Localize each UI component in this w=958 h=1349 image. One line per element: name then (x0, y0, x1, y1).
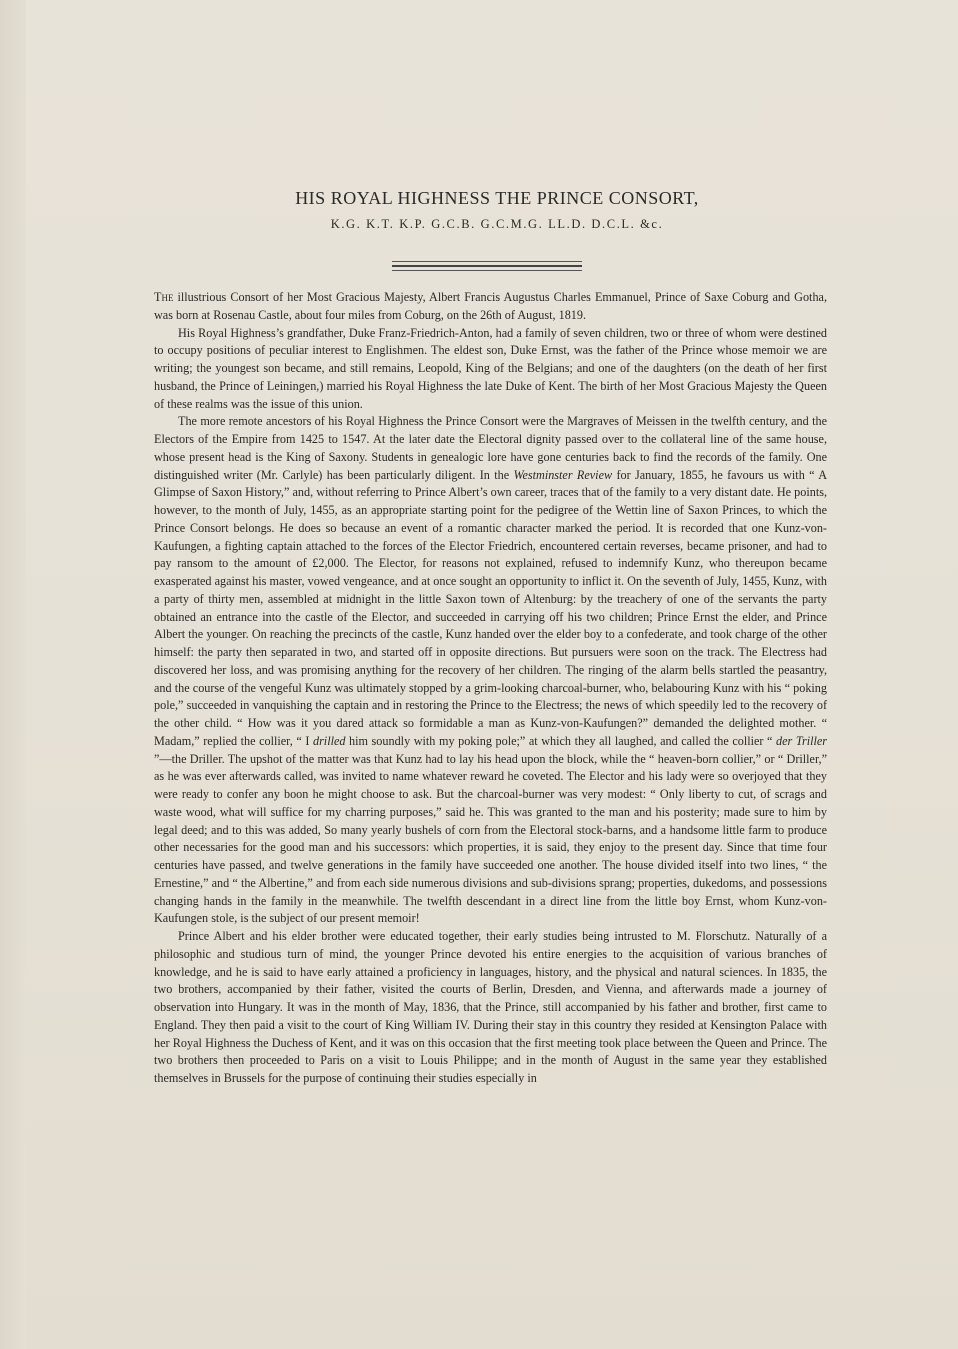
article-body (154, 289, 827, 1088)
drilled-emphasis: drilled (312, 733, 346, 748)
paragraph-3-part-c: him soundly with my poking pole;” at which they all laughed, and called the collier “ (345, 733, 777, 748)
paragraph-1-text: illustrious Consort of her Most Gracious Majesty, Albert Francis Augustus Charles Emmanuel, Prince of Saxe Coburg and Gotha, was born at Rosenau Castle, about four miles from Coburg, on the 26th of August, 1819. (154, 290, 827, 322)
paragraph-3-part-a: The more remote ancestors of his Royal Highness the Prince Consort were the Margraves of Meissen in the twelfth century, and the Electors of the Empire from 1425 to 1547. At the later date the Electoral dignity passed over to the collateral line of the same house, whose present head is the King of Saxony. Students in genealogic lore have gone centuries back to find the records of the family. One distinguished writer (Mr. Carlyle) has been particularly diligent. In the (154, 414, 827, 482)
paragraph-3 (154, 413, 827, 928)
honours-line: K.G. K.T. K.P. G.C.B. G.C.M.G. LL.D. D.C.L. &c. (330, 217, 664, 231)
der-triller-emphasis: der Triller (776, 733, 828, 748)
page-title: HIS ROYAL HIGHNESS THE PRINCE CONSORT, (295, 188, 699, 208)
paragraph-1 (154, 289, 827, 325)
paragraph-1-lead: The (154, 290, 174, 304)
title-block (0, 188, 958, 232)
ornamental-rule-top (392, 261, 582, 262)
paragraph-2: His Royal Highness’s grandfather, Duke Franz-Friedrich-Anton, had a family of seven children, two or three of whom were destined to occupy positions of peculiar interest to Englishmen. The eldest son, Duke Ernst, was the father of the Prince whose memoir we are writing; the youngest son became, and still remains, Leopold, King of the Belgians; and one of the daughters (on the death of her first husband, the Prince of Leiningen,) married his Royal Highness the late Duke of Kent. The birth of her Most Gracious Majesty the Queen of these realms was the issue of this union. (154, 325, 827, 411)
paragraph-3-part-d: ”—the Driller. The upshot of the matter was that Kunz had to lay his head upon the block, while the “ heaven-born collier,” or “ Driller,” as he was ever afterwards called, was invited to name whatever reward he coveted. The Elector and his lady were so overjoyed that they were ready to confer any boon he might choose to ask. But the charcoal-burner was very modest: “ Only liberty to cut, of scrags and waste wood, what will suffice for my charring purposes,” said he. This was granted to the man and his posterity; made sure to him by legal deed; and to this was added, So many yearly bushels of corn from the Electoral stock-barns, and a handsome little farm to produce other necessaries for the good man and his successors: which properties, it is said, they enjoy to the present day. Since that time four centuries have passed, and twelve generations in the family have succeeded one another. The house divided itself into two lines, “ the Ernestine,” and “ the Albertine,” and from each side numerous divisions and sub-divisions sprang; properties, dukedoms, and possessions changing hands in the family in the meanwhile. The twelfth descendant in a direct line from the little boy Ernst, whom Kunz-von-Kaufungen stole, is the subject of our present memoir! (154, 751, 827, 926)
ornamental-rule-bottom (392, 270, 582, 271)
paragraph-3-part-b: for January, 1855, he favours us with “ A Glimpse of Saxon History,” and, without referring to Prince Albert’s own career, traces that of the family to a very distant date. He points, however, to the month of July, 1455, as an appropriate starting point for the pedigree of the Wettin line of Saxon Princes, to which the Prince Consort belongs. He does so because an event of a romantic character marked the period. It is recorded that one Kunz-von-Kaufungen, a fighting captain attached to the forces of the Elector Friedrich, encountered certain reverses, became prisoner, and had to pay ransom to the amount of £2,000. The Elector, for reasons not explained, refused to indemnify Kunz, who thereupon became exasperated against his master, vowed vengeance, and at once sought an opportunity to inflict it. On the seventh of July, 1455, Kunz, with a party of thirty men, assembled at midnight in the little Saxon town of Altenburg: by the treachery of one of the servants the party obtained an entrance into the castle of the Elector, and succeeded in carrying off his two children; Prince Ernst the elder, and Prince Albert the younger. On reaching the precincts of the castle, Kunz handed over the elder boy to a confederate, and took charge of the other himself: the party then separated in two, and started off in opposite directions. But pursuers were soon on the track. The Electress had discovered her loss, and was promising anything for the recovery of her children. The ringing of the alarm bells startled the peasantry, and the course of the vengeful Kunz was ultimately stopped by a grim-looking charcoal-burner, who, belabouring Kunz with his “ poking pole,” succeeded in vanquishing the captain and in restoring the Prince to the Electress; the news of which speedily led to the recovery of the other child. “ How was it you dared attack so formidable a man as Kunz-von-Kaufungen?” demanded the delighted mother. “ Madam,” replied the collier, “ I (154, 467, 827, 748)
paragraph-4: Prince Albert and his elder brother were educated together, their early studies being intrusted to M. Florschutz. Naturally of a philosophic and studious turn of mind, the younger Prince devoted his entire energies to the acquisition of various branches of knowledge, and he is said to have early attained a proficiency in languages, history, and the physical and natural sciences. In 1835, the two brothers, accompanied by their father, visited the courts of Berlin, Dresden, and Vienna, and afterwards made a journey of observation into Hungary. It was in the month of May, 1836, that the Prince, still accompanied by his father and brother, first came to England. They then paid a visit to the court of King William IV. During their stay in this country they resided at Kensington Palace with her Royal Highness the Duchess of Kent, and it was on this occasion that the first meeting took place between the Queen and Prince. The two brothers then proceeded to Paris on a visit to Louis Philippe; and in the month of August in the same year they established themselves in Brussels for the purpose of continuing their studies especially in (154, 929, 827, 1085)
ornamental-rule-middle (392, 265, 582, 267)
westminster-review-title: Westminster Review (513, 467, 613, 482)
